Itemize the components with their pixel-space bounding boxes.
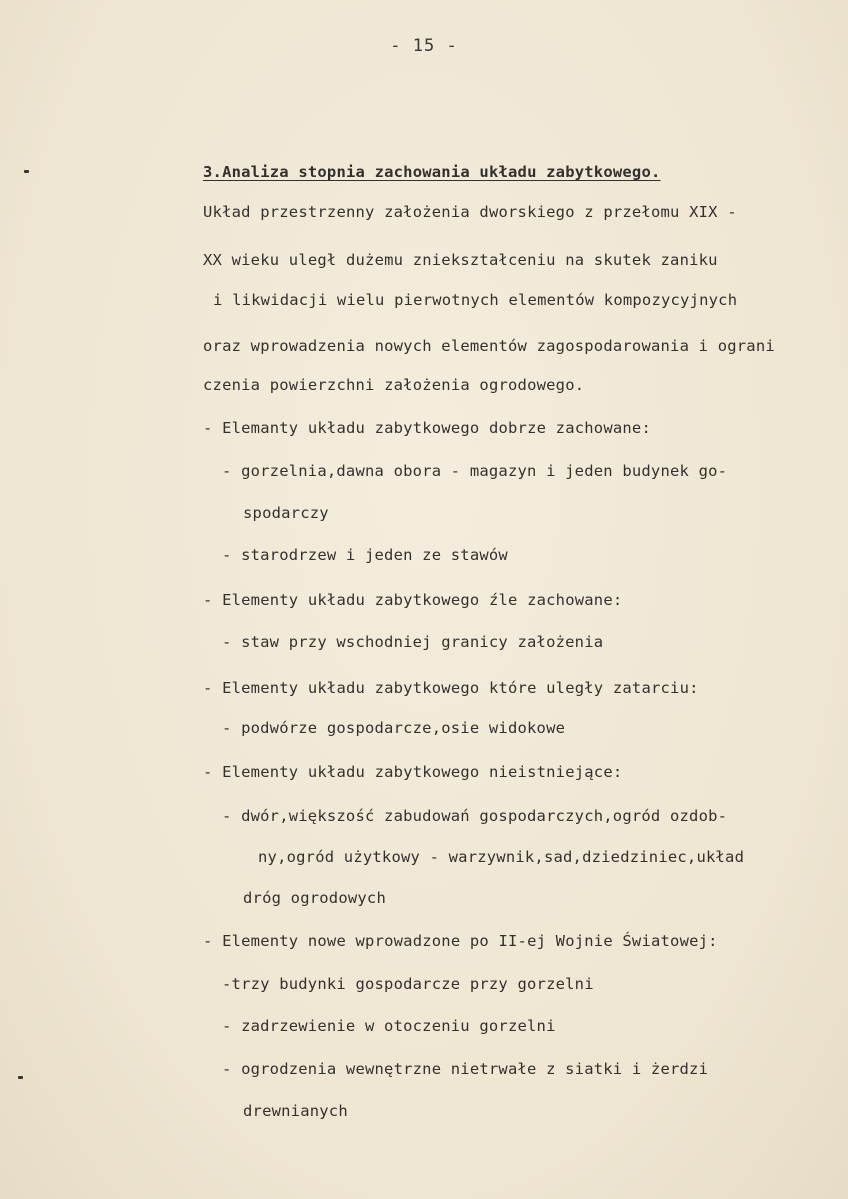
list-item: - gorzelnia,dawna obora - magazyn i jeden budynek go- bbox=[222, 462, 728, 480]
list-item-continuation: spodarczy bbox=[243, 504, 329, 522]
list-item: - podwórze gospodarcze,osie widokowe bbox=[222, 719, 566, 737]
margin-mark bbox=[24, 170, 29, 173]
text-line: czenia powierzchni założenia ogrodowego. bbox=[203, 376, 585, 394]
text-line: oraz wprowadzenia nowych elementów zagospodarowania i ograni bbox=[203, 337, 775, 355]
section-heading: 3.Analiza stopnia zachowania układu zabytkowego. bbox=[203, 163, 661, 181]
list-item: - starodrzew i jeden ze stawów bbox=[222, 546, 508, 564]
list-heading: - Elementy układu zabytkowego nieistniejące: bbox=[203, 763, 623, 781]
list-item-continuation: dróg ogrodowych bbox=[243, 889, 386, 907]
list-heading: - Elementy układu zabytkowego które uległy zatarciu: bbox=[203, 679, 699, 697]
list-item: - dwór,większość zabudowań gospodarczych,ogród ozdob- bbox=[222, 807, 728, 825]
list-heading: - Elementy nowe wprowadzone po II-ej Wojnie Światowej: bbox=[203, 932, 718, 950]
list-item: - zadrzewienie w otoczeniu gorzelni bbox=[222, 1017, 556, 1035]
list-heading: - Elementy układu zabytkowego źle zachowane: bbox=[203, 591, 623, 609]
list-heading: - Elemanty układu zabytkowego dobrze zachowane: bbox=[203, 419, 651, 437]
list-item: - ogrodzenia wewnętrzne nietrwałe z siatki i żerdzi bbox=[222, 1060, 709, 1078]
page-number: - 15 - bbox=[390, 36, 458, 56]
text-line: i likwidacji wielu pierwotnych elementów kompozycyjnych bbox=[213, 291, 738, 309]
text-line: Układ przestrzenny założenia dworskiego z przełomu XIX - bbox=[203, 203, 737, 221]
text-line: XX wieku uległ dużemu zniekształceniu na skutek zaniku bbox=[203, 251, 718, 269]
list-item: -trzy budynki gospodarcze przy gorzelni bbox=[222, 975, 594, 993]
list-item-continuation: ny,ogród użytkowy - warzywnik,sad,dziedziniec,układ bbox=[258, 848, 745, 866]
list-item: - staw przy wschodniej granicy założenia bbox=[222, 633, 604, 651]
list-item-continuation: drewnianych bbox=[243, 1102, 348, 1120]
margin-mark bbox=[18, 1076, 23, 1079]
